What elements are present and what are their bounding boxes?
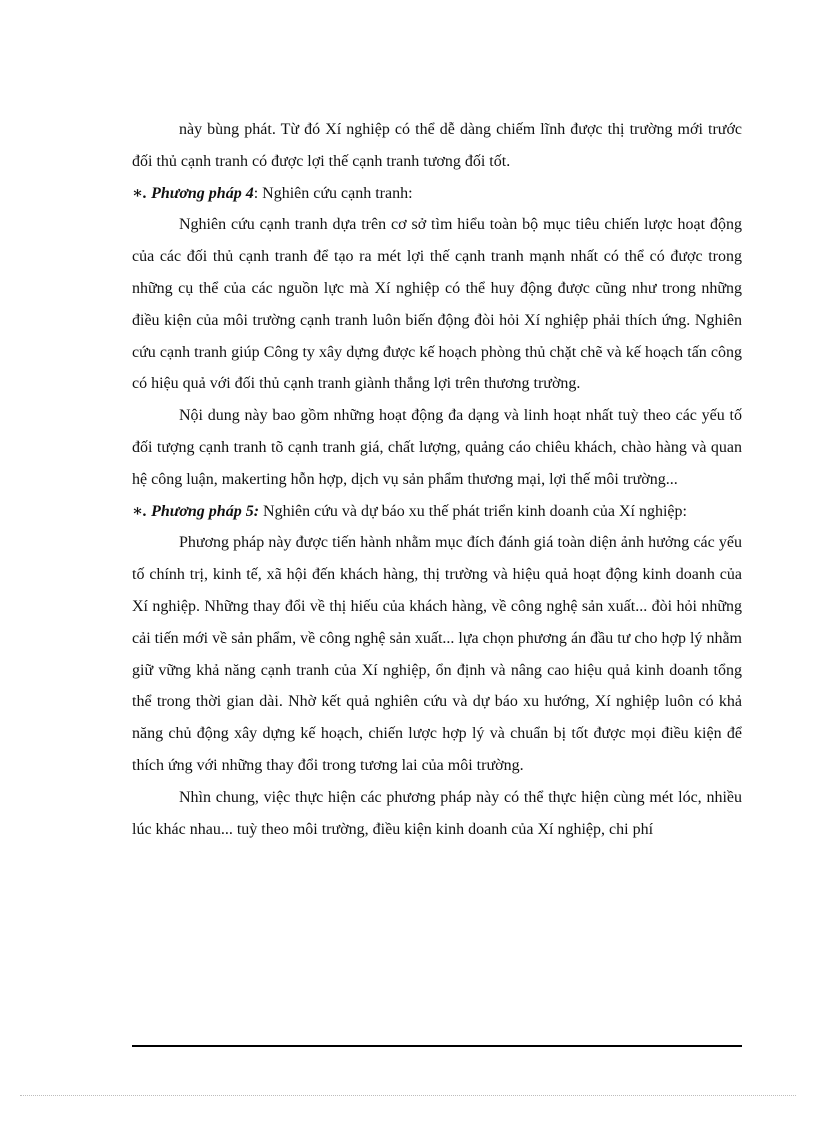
paragraph-competition-research: Nghiên cứu cạnh tranh dựa trên cơ sở tìm hiểu toàn bộ mục tiêu chiến lược hoạt động của các đối thủ cạnh tranh để tạo ra mét lợi thế cạnh tranh mạnh nhất có thể có được trong những cụ thể của các nguồn lực mà Xí nghiệp có thể huy động được cũng như trong những điều kiện của môi trường cạnh tranh luôn biến động đòi hỏi Xí nghiệp phải thích ứng. Nghiên cứu cạnh tranh giúp Công ty xây dựng được kế hoạch phòng thủ chặt chẽ và kế hoạch tấn công có hiệu quả với đối thủ cạnh tranh giành thắng lợi trên thương trường. (132, 216, 742, 393)
paragraph-summary: Nhìn chung, việc thực hiện các phương pháp này có thể thực hiện cùng mét lóc, nhiều lúc khác nhau... tuỳ theo môi trường, điều kiện kinh doanh của Xí nghiệp, chi phí (132, 788, 742, 838)
method-4-label: Phương pháp 4 (151, 184, 254, 202)
paragraph-market-entry: này bùng phát. Từ đó Xí nghiệp có thể dễ dàng chiếm lĩnh được thị trường mới trước đối thủ cạnh tranh có được lợi thế cạnh tranh tương đối tốt. (132, 121, 742, 170)
paragraph-competition-content: Nội dung này bao gồm những hoạt động đa dạng và linh hoạt nhất tuỳ theo các yếu tố đối tượng cạnh tranh tõ cạnh tranh giá, chất lượng, quảng cáo chiêu khách, chào hàng và quan hệ công luận, makerting hỗn hợp, dịch vụ sản phẩm thương mại, lợi thế môi trường... (132, 407, 742, 488)
bullet-marker: ∗. (132, 502, 148, 520)
paragraph-trend-forecast: Phương pháp này được tiến hành nhằm mục đích đánh giá toàn diện ảnh hưởng các yếu tố chính trị, kinh tế, xã hội đến khách hàng, thị trường và hiệu quả hoạt động kinh doanh của Xí nghiệp. Những thay đổi về thị hiếu của khách hàng, về công nghệ sản xuất... đòi hỏi những cải tiến mới về sản phẩm, về công nghệ sản xuất... lựa chọn phương án đầu tư cho hợp lý nhằm giữ vững khả năng cạnh tranh của Xí nghiệp, ổn định và nâng cao hiệu quả kinh doanh tổng thể trong thời gian dài. Nhờ kết quả nghiên cứu và dự báo xu hướng, Xí nghiệp luôn có khả năng chủ động xây dựng kế hoạch, chiến lược hợp lý và chuẩn bị tốt được mọi điều kiện để thích ứng với những thay đổi trong tương lai của môi trường. (132, 534, 742, 774)
method-4-heading (132, 178, 742, 210)
method-5-heading (132, 496, 742, 528)
method-5-title: Nghiên cứu và dự báo xu thế phát triển kinh doanh của Xí nghiệp: (259, 502, 687, 520)
document-body (132, 114, 742, 845)
method-5-label: Phương pháp 5: (151, 502, 260, 520)
bullet-marker: ∗. (132, 184, 148, 202)
footer-rule (132, 1045, 742, 1047)
page-bottom-dotted-line (20, 1095, 796, 1096)
method-4-title: : Nghiên cứu cạnh tranh: (253, 184, 413, 202)
